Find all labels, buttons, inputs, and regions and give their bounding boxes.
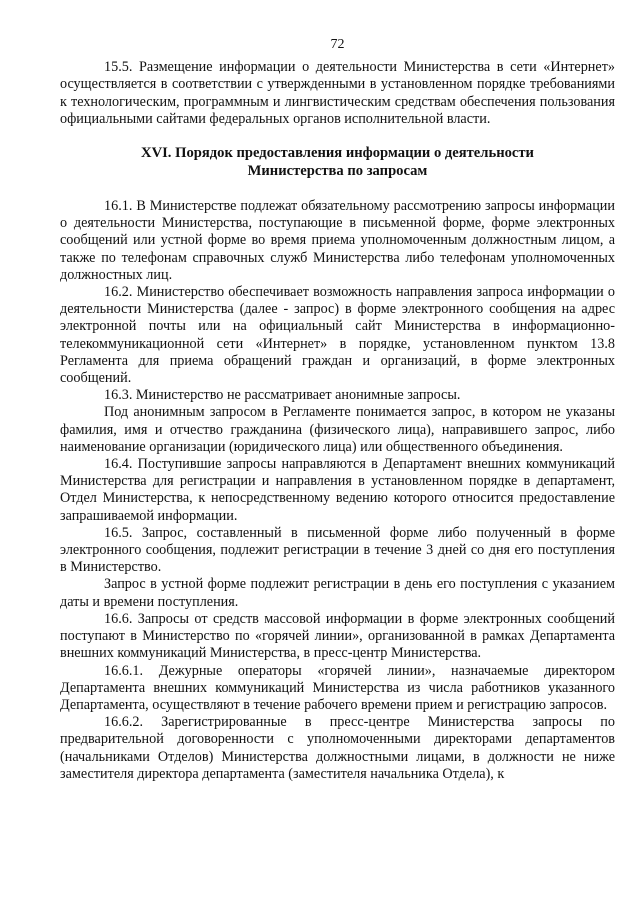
section-heading-line-1: XVI. Порядок предоставления информации о деятельности bbox=[141, 145, 534, 162]
document-page bbox=[60, 36, 615, 783]
paragraph-15-5: 15.5. Размещение информации о деятельности Министерства в сети «Интернет» осуществляется в соответствии с утвержденными в установленном порядке требованиями к технологическим, программным и лингвистическим средствам обеспечения пользования официальными сайтами федеральных органов исполнительной власти. bbox=[60, 59, 615, 127]
paragraph-16-1: 16.1. В Министерстве подлежат обязательному рассмотрению запросы информации о деятельности Министерства, поступающие в письменной форме, форме электронных сообщений или устной форме во время приема уполномоченным должностным лицом, а также по телефонам справочных служб Министерства либо телефонам уполномоченных должностных лиц. bbox=[60, 198, 615, 283]
paragraph-16-6-1: 16.6.1. Дежурные операторы «горячей линии», назначаемые директором Департамента внешних коммуникаций Министерства из числа работников указанного Департамента, осуществляют в течение рабочего времени прием и регистрацию запросов. bbox=[60, 662, 615, 713]
section-heading-line-2: Министерства по запросам bbox=[247, 163, 428, 180]
paragraph-16-5: 16.5. Запрос, составленный в письменной форме либо полученный в форме электронного сообщения, подлежит регистрации в течение 3 дней со дня его поступления в Министерство. bbox=[60, 524, 615, 576]
paragraph-oral-request: Запрос в устной форме подлежит регистрации в день его поступления с указанием даты и времени поступления. bbox=[60, 576, 615, 610]
paragraph-anonymous-definition: Под анонимным запросом в Регламенте понимается запрос, в котором не указаны фамилия, имя и отчество гражданина (физического лица), направившего запрос, либо наименование организации (юридического лица) или общественного объединения. bbox=[60, 404, 615, 455]
paragraph-16-6: 16.6. Запросы от средств массовой информации в форме электронных сообщений поступают в Министерство по «горячей линии», организованной в рамках Департамента внешних коммуникаций Министерства, в пресс-центр Министерства. bbox=[60, 610, 615, 662]
paragraph-16-6-2: 16.6.2. Зарегистрированные в пресс-центре Министерства запросы по предварительной договоренности с уполномоченными директорами департаментов (начальниками Отделов) Министерства должностными лицами, в должности не ниже заместителя директора департамента (заместителя начальника Отдела), к bbox=[60, 714, 615, 782]
section-heading bbox=[60, 144, 615, 180]
paragraph-16-4: 16.4. Поступившие запросы направляются в Департамент внешних коммуникаций Министерства для регистрации и направления в установленном порядке в департамент, Отдел Министерства, к непосредственному ведению которого относится предоставление запрашиваемой информации. bbox=[60, 456, 615, 524]
paragraph-16-3: 16.3. Министерство не рассматривает анонимные запросы. bbox=[104, 387, 461, 404]
paragraph-16-2: 16.2. Министерство обеспечивает возможность направления запроса информации о деятельности Министерства (далее - запрос) в форме электронного сообщения на адрес электронной почты или на официальный сайт Министерства в информационно-телекоммуникационной сети «Интернет» в порядке, установленном пунктом 13.8 Регламента для приема обращений граждан и организаций, в форме электронных сообщений. bbox=[60, 284, 615, 387]
page-number: 72 bbox=[330, 37, 345, 52]
